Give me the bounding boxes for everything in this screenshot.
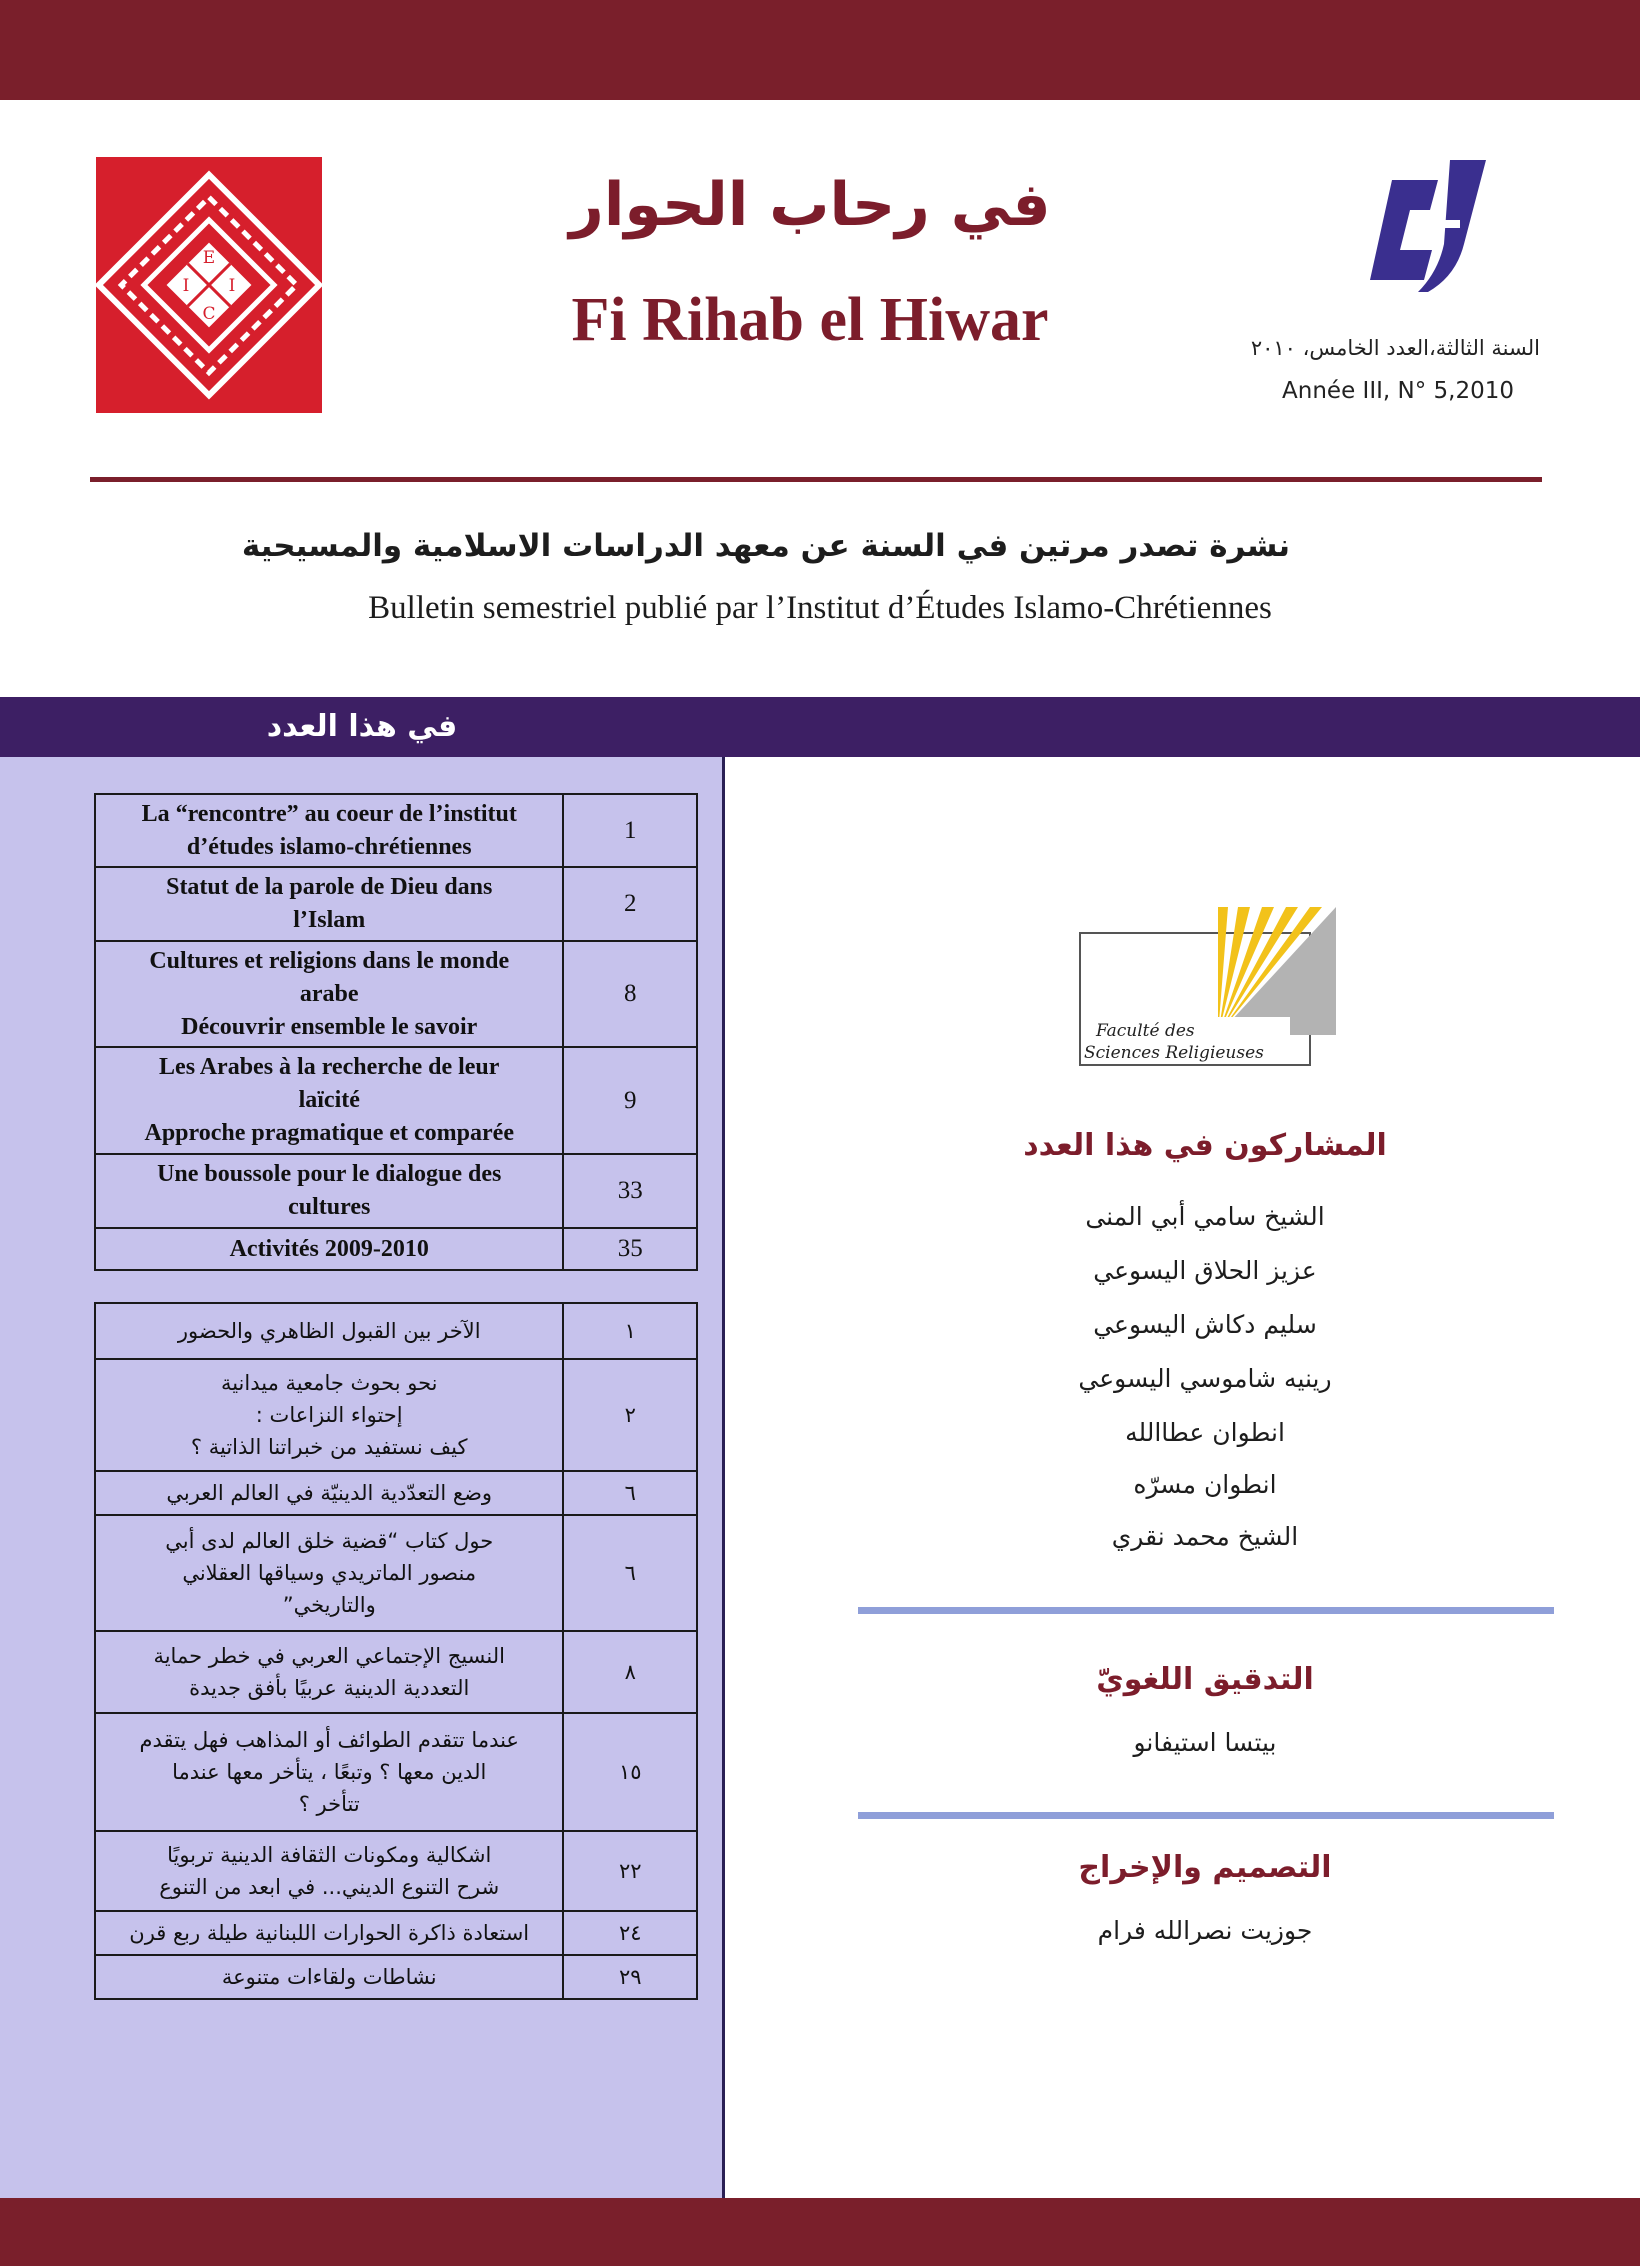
- toc-arabic-title: [95, 1359, 563, 1471]
- eic-letter-i-left: I: [182, 276, 190, 296]
- toc-arabic-title: [95, 1515, 563, 1631]
- toc-arabic-title: [95, 1911, 563, 1955]
- bulletin-description-french: Bulletin semestriel publié par l’Institut d’Études Islamo-Chrétiennes: [368, 590, 1272, 626]
- toc-line: Les Arabes à la recherche de leur: [159, 1054, 500, 1080]
- toc-french-title: [95, 1228, 563, 1270]
- toc-line: عندما تتقدم الطوائف أو المذاهب فهل يتقدم: [139, 1728, 519, 1752]
- toc-line: تتأخر ؟: [298, 1792, 360, 1816]
- toc-arabic-row: [95, 1359, 697, 1471]
- toc-french: [94, 793, 698, 1271]
- toc-arabic-page: ٢: [563, 1359, 697, 1471]
- toc-line: arabe: [299, 980, 359, 1007]
- contents-banner: [0, 697, 1640, 757]
- eic-logo-graphic: [96, 157, 322, 413]
- faculty-logo-line-2: Sciences Religieuses: [1084, 1043, 1264, 1063]
- toc-line: نحو بحوث جامعية ميدانية: [220, 1371, 438, 1395]
- toc-french-page: 9: [563, 1047, 697, 1154]
- contributor-name: الشيخ محمد نقري: [1111, 1522, 1299, 1551]
- toc-line: cultures: [288, 1194, 371, 1220]
- toc-arabic-page: ٨: [563, 1631, 697, 1713]
- toc-line: Activités 2009-2010: [229, 1235, 429, 1262]
- designer-name: جوزيت نصرالله فرام: [1097, 1916, 1313, 1945]
- toc-french-row: [95, 794, 697, 867]
- toc-french-title: [95, 941, 563, 1047]
- toc-french-row: [95, 941, 697, 1047]
- toc-arabic-page: ٢٩: [563, 1955, 697, 1999]
- toc-line: منصور الماتريدي وسياقها العقلاني: [182, 1561, 477, 1585]
- toc-line: الدين معها ؟ وتبعًا ، يتأخر معها عندما: [172, 1760, 487, 1784]
- header-rule: [90, 477, 1542, 482]
- toc-arabic-page: ٢٢: [563, 1831, 697, 1911]
- toc-french-title: [95, 867, 563, 941]
- contributor-name: عزيز الحلاق اليسوعي: [1093, 1256, 1317, 1285]
- toc-line: الآخر بين القبول الظاهري والحضور: [177, 1319, 481, 1343]
- faculty-logo: [1078, 905, 1336, 1070]
- toc-line: d’études islamo-chrétiennes: [186, 833, 472, 860]
- toc-arabic-page: ٦: [563, 1471, 697, 1515]
- toc-arabic-page: ١٥: [563, 1713, 697, 1831]
- toc-line: إحتواء النزاعات :: [255, 1403, 403, 1427]
- issue-french: Année III, N° 5,2010: [1282, 378, 1514, 404]
- contributor-name: انطوان مسرّه: [1133, 1470, 1277, 1499]
- toc-line: laïcité: [298, 1087, 360, 1113]
- contributors-heading: المشاركون في هذا العدد: [1023, 1128, 1387, 1163]
- toc-french-page: 35: [563, 1228, 697, 1270]
- toc-line: نشاطات ولقاءات متنوعة: [221, 1965, 437, 1989]
- bulletin-description-arabic: نشرة تصدر مرتين في السنة عن معهد الدراسات الاسلامية والمسيحية: [241, 528, 1290, 564]
- toc-french-row: [95, 1047, 697, 1154]
- toc-arabic-row: [95, 1631, 697, 1713]
- toc-arabic-row: [95, 1303, 697, 1359]
- toc-arabic-page: ٦: [563, 1515, 697, 1631]
- toc-french-page: 33: [563, 1154, 697, 1228]
- contributor-name: رينيه شاموسي اليسوعي: [1078, 1364, 1332, 1393]
- toc-arabic-title: [95, 1831, 563, 1911]
- toc-french-page: 1: [563, 794, 697, 867]
- eic-letter-e: E: [202, 248, 216, 268]
- toc-french-row: [95, 1154, 697, 1228]
- toc-arabic-title: [95, 1631, 563, 1713]
- toc-line: والتاريخي”: [282, 1593, 376, 1617]
- toc-arabic-page: ١: [563, 1303, 697, 1359]
- toc-french-title: [95, 794, 563, 867]
- faculty-logo-line-1: Faculté des: [1096, 1021, 1195, 1041]
- eic-letter-i-right: I: [228, 276, 236, 296]
- toc-arabic-row: [95, 1515, 697, 1631]
- toc-line: La “rencontre” au coeur de l’institut: [141, 800, 517, 827]
- toc-line: حول كتاب “قضية خلق العالم لدى أبي: [165, 1529, 494, 1553]
- toc-arabic: [94, 1302, 698, 2000]
- toc-line: التعددية الدينية عربيًا بأفق جديدة: [189, 1676, 470, 1700]
- proofreader-name: بيتسا استيفانو: [1133, 1728, 1277, 1757]
- toc-line: وضع التعدّدية الدينيّة في العالم العربي: [166, 1481, 493, 1505]
- section-rule: [858, 1812, 1554, 1819]
- toc-french-page: 8: [563, 941, 697, 1047]
- toc-french-title: [95, 1154, 563, 1228]
- issue-arabic: السنة الثالثة،العدد الخامس، ٢٠١٠: [1250, 336, 1540, 360]
- section-rule: [858, 1607, 1554, 1614]
- design-heading: التصميم والإخراج: [1078, 1850, 1332, 1885]
- toc-line: اشكالية ومكونات الثقافة الدينية تربويًا: [167, 1843, 492, 1867]
- toc-line: Une boussole pour le dialogue des: [157, 1161, 502, 1187]
- title-arabic: في رحاب الحوار: [569, 170, 1051, 240]
- contributor-name: سليم دكاش اليسوعي: [1093, 1310, 1317, 1339]
- toc-line: Cultures et religions dans le monde: [149, 947, 510, 974]
- toc-arabic-title: [95, 1713, 563, 1831]
- toc-line: استعادة ذاكرة الحوارات اللبنانية طيلة ربع قرن: [129, 1921, 530, 1945]
- toc-line: كيف نستفيد من خبراتنا الذاتية ؟: [190, 1435, 468, 1459]
- contents-banner-title: في هذا العدد: [266, 709, 458, 744]
- panel-divider: [722, 757, 725, 2198]
- toc-line: النسيج الإجتماعي العربي في خطر حماية: [153, 1644, 505, 1668]
- toc-french-title: [95, 1047, 563, 1154]
- toc-arabic-row: [95, 1713, 697, 1831]
- toc-line: l’Islam: [293, 907, 366, 933]
- bottom-band: [0, 2198, 1640, 2266]
- proofreading-heading: التدقيق اللغويّ: [1096, 1662, 1314, 1697]
- eic-letter-c: C: [202, 304, 216, 324]
- toc-arabic-title: [95, 1303, 563, 1359]
- toc-arabic-row: [95, 1911, 697, 1955]
- toc-french-row: [95, 867, 697, 941]
- toc-arabic-title: [95, 1955, 563, 1999]
- top-band: [0, 0, 1640, 100]
- toc-french-page: 2: [563, 867, 697, 941]
- eic-logo: [96, 157, 322, 413]
- toc-line: Statut de la parole de Dieu dans: [166, 874, 493, 900]
- toc-arabic-row: [95, 1831, 697, 1911]
- toc-arabic-row: [95, 1471, 697, 1515]
- toc-french-row: [95, 1228, 697, 1270]
- toc-arabic-page: ٢٤: [563, 1911, 697, 1955]
- toc-arabic-title: [95, 1471, 563, 1515]
- title-latin: Fi Rihab el Hiwar: [571, 286, 1049, 354]
- contributor-name: الشيخ سامي أبي المنى: [1085, 1202, 1325, 1231]
- toc-line: شرح التنوع الديني... في ابعد من التنوع: [159, 1875, 500, 1899]
- toc-arabic-row: [95, 1955, 697, 1999]
- toc-line: Approche pragmatique et comparée: [144, 1120, 514, 1146]
- ieic-logo: [1352, 160, 1512, 305]
- toc-line: Découvrir ensemble le savoir: [181, 1013, 478, 1040]
- contributor-name: انطوان عطاالله: [1125, 1418, 1285, 1447]
